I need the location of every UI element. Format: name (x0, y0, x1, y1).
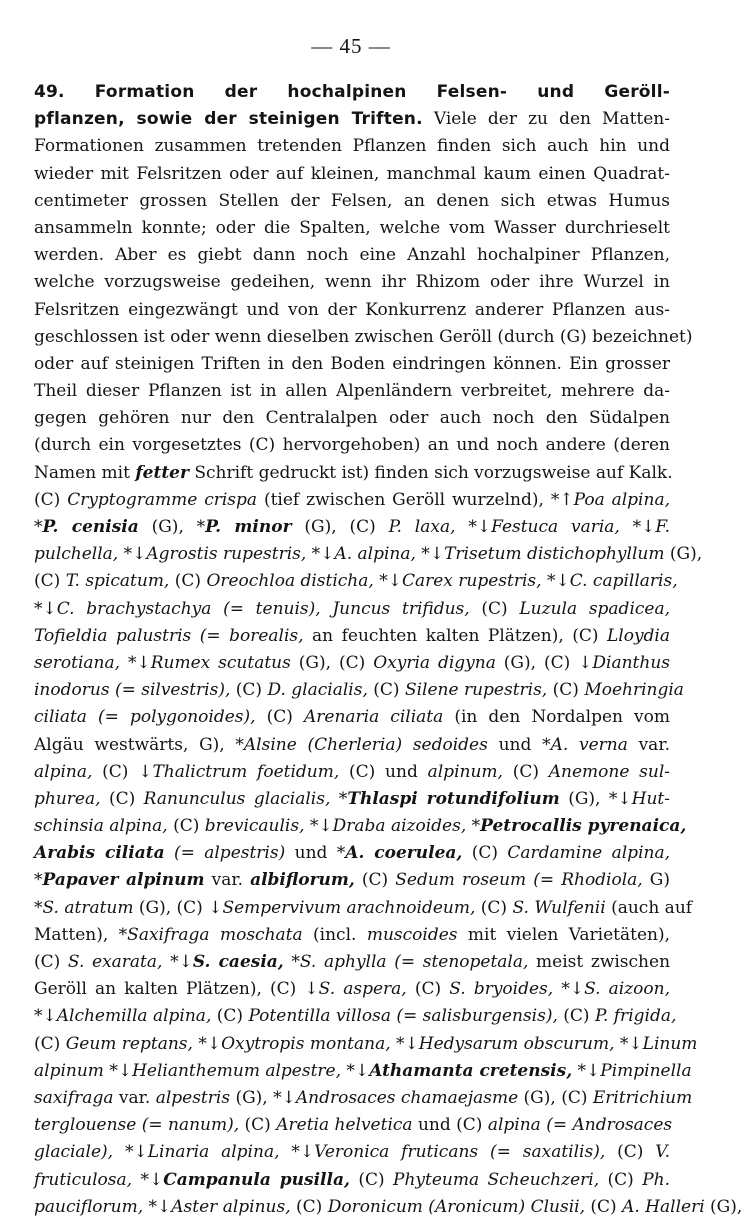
italic-text: P. frigida, (594, 1006, 677, 1027)
text-run: (G), *↓ (230, 1087, 296, 1108)
italic-text: Phyteuma Scheuchzeri, (393, 1169, 600, 1190)
italic-text: Aster alpinus, (171, 1196, 291, 1217)
italic-text: S. exarata, (67, 952, 163, 972)
italic-text: Festuca varia, (491, 517, 620, 537)
italic-text: V. (655, 1142, 670, 1163)
text-run: (G), (C) ↓ (495, 652, 593, 673)
text-line (34, 867, 670, 894)
text-run: * (283, 952, 300, 972)
italic-text: alpina, (34, 761, 93, 782)
italic-text: alpina (= Androsaces (487, 1115, 673, 1136)
text-line (34, 1031, 698, 1058)
text-run: *↓ (541, 571, 570, 592)
italic-text: S. aphylla (= stenopetala, (299, 952, 529, 972)
text-line (34, 215, 670, 242)
text-run: (G), (C) (291, 517, 389, 537)
text-run: (C) (34, 489, 68, 510)
text-run: * (34, 897, 43, 918)
italic-text: S. aizoon, (584, 979, 670, 1000)
text-run: und * (285, 843, 346, 864)
italic-text: Cryptogramme crispa (67, 489, 258, 510)
text-run: (C) (367, 680, 405, 701)
text-line (34, 1085, 693, 1112)
text-line (34, 324, 693, 351)
text-line (34, 976, 670, 1003)
text-run: *↓ (192, 1033, 222, 1054)
text-run: *↓ (415, 544, 445, 565)
italic-text: Thalictrum foetidum, (152, 761, 340, 782)
text-run: wieder mit Felsritzen oder auf kleinen, manchmal kaum einen Quadrat- (34, 163, 670, 184)
text-line (34, 405, 670, 432)
text-run: (C) (599, 1169, 643, 1190)
text-run: geschlossen ist oder wenn dieselben zwischen Geröll (durch (G) bezeichnet) (34, 326, 693, 347)
text-run: (G), (C) ↓ (133, 897, 223, 918)
text-run: (C) (230, 680, 268, 701)
text-line (34, 759, 670, 786)
italic-text: Linaria alpina, (147, 1142, 280, 1163)
text-run: G) (642, 870, 670, 891)
page-number: — 45 — (311, 34, 391, 58)
text-line (34, 1058, 692, 1085)
italic-text: phurea, (34, 788, 101, 809)
italic-text: (= alpestris) (164, 843, 286, 864)
italic-text: A. Halleri (622, 1196, 705, 1217)
text-run: var. (204, 870, 251, 891)
italic-text: Pimpinella (600, 1060, 692, 1081)
text-line (34, 786, 670, 813)
text-run: mit vielen Varietäten), (457, 924, 671, 945)
text-run: (C) (605, 1142, 656, 1163)
text-run: werden. Aber es giebt dann noch eine Anzahl hochalpiner Pflanzen, (34, 245, 670, 266)
text-run: *↓ (455, 517, 492, 537)
italic-text: alpinum (34, 1060, 104, 1081)
italic-text: Hut- (631, 788, 670, 809)
italic-text: Agrostis rupestris, (146, 544, 307, 565)
bold-text: A. coerulea, (345, 843, 463, 864)
bold-text: S. caesia, (192, 952, 284, 972)
text-line (34, 514, 670, 541)
text-run: (C) (406, 979, 450, 1000)
text-run: (C) (290, 1196, 328, 1217)
text-run: * (34, 517, 43, 537)
text-run: (in den Nordalpen vom (443, 707, 670, 728)
text-run: * (34, 870, 43, 891)
italic-text: pauciflorum, (34, 1196, 144, 1217)
italic-text: Ranunculus glacialis, (143, 788, 331, 809)
italic-text: pulchella, (34, 544, 119, 565)
bold-text: Papaver alpinum (42, 870, 205, 891)
text-line (34, 650, 670, 677)
text-run: *↓ (553, 979, 585, 1000)
text-run: (durch ein vorgesetztes (C) hervorgehoben) an und noch andere (deren (34, 435, 670, 456)
italic-text: schinsia alpina, (34, 816, 168, 837)
text-run: Theil dieser Pflanzen ist in allen Alpenländern verbreitet, mehrere da- (34, 381, 670, 402)
text-run: (incl. (302, 924, 367, 945)
text-run: *↓ (614, 1033, 643, 1054)
text-line (34, 1112, 673, 1139)
text-line (34, 541, 703, 568)
italic-text: Draba aizoides, (332, 816, 467, 837)
italic-text: glaciale), (34, 1142, 114, 1163)
italic-text: S. bryoides, (449, 979, 554, 1000)
text-run: *↓ (279, 1142, 315, 1163)
italic-text: Geum reptans, (65, 1033, 193, 1054)
italic-text: Carex rupestris, (401, 571, 542, 592)
text-run: *↓ (120, 652, 151, 673)
text-line (34, 813, 687, 840)
text-line (34, 1194, 742, 1221)
italic-text: Potentilla villosa (= salisburgensis), (248, 1006, 558, 1027)
text-run: welche vorzugsweise gedeihen, wenn ihr Rhizom oder ihre Wurzel in (34, 272, 670, 293)
text-line (34, 840, 670, 867)
text-run: Matten), * (34, 924, 128, 945)
italic-text: Veronica fruticans (= saxatilis), (314, 1142, 606, 1163)
italic-text: Eritrichium (592, 1087, 693, 1108)
italic-text: Lloydia (606, 625, 671, 646)
bold-text: Thlaspi rotundifolium (347, 788, 560, 809)
text-run: var. (627, 734, 670, 755)
text-run: (C) (585, 1196, 623, 1217)
text-line (34, 351, 670, 378)
italic-text: inodorus (= silvestris), (34, 680, 231, 701)
italic-text: Anemone sul- (548, 761, 670, 782)
italic-text: Doronicum (Aronicum) Clusii, (327, 1196, 585, 1217)
text-run: *↓ (619, 517, 656, 537)
text-run: (G), * (138, 517, 206, 537)
text-run: (C) (255, 707, 304, 728)
section-heading: pflanzen, sowie der steinigen Triften. (34, 109, 423, 130)
italic-text: alpestris (155, 1087, 231, 1108)
text-run: und (C) (412, 1115, 488, 1136)
bold-text: Petrocallis pyrenaica, (480, 816, 687, 837)
italic-text: Trisetum distichophyllum (444, 544, 665, 565)
text-run: (C) (547, 680, 585, 701)
italic-text: Ph. (642, 1169, 671, 1190)
text-run: Namen mit (34, 462, 136, 483)
text-run: (tief zwischen Geröll wurzelnd), *↑ (257, 489, 574, 510)
text-run: centimeter grossen Stellen der Felsen, an denen sich etwas Humus (34, 190, 670, 211)
text-run: (C) und (339, 761, 428, 782)
italic-text: Oxyria digyna (373, 652, 496, 673)
text-line (34, 1003, 677, 1030)
text-line (34, 1139, 670, 1166)
text-run: (C) (349, 1169, 394, 1190)
text-run: (C) (34, 952, 68, 972)
text-run: (C) (211, 1006, 249, 1027)
text-line (34, 161, 670, 188)
bold-text: Arabis ciliata (34, 843, 165, 864)
text-run: *↓ (113, 1142, 148, 1163)
italic-text: Hedysarum obscurum, (418, 1033, 615, 1054)
bold-text: P. cenisia (42, 517, 139, 537)
text-run: (C) (502, 761, 549, 782)
italic-text: Alsine (Cherleria) sedoides (243, 734, 488, 755)
italic-text: brevicaulis, (204, 816, 305, 837)
italic-text: Oreochloa disticha, (206, 571, 374, 592)
text-line (34, 922, 670, 949)
bold-text: Campanula pusilla, (163, 1169, 350, 1190)
italic-text: Moehringia (584, 680, 684, 701)
text-run: (G), (704, 1196, 742, 1217)
italic-text: fruticulosa, (34, 1169, 133, 1190)
text-run: *↓ (103, 1060, 133, 1081)
italic-text: Silene rupestris, (404, 680, 548, 701)
italic-text: Rumex scutatus (150, 652, 291, 673)
italic-text: T. spicatum, (65, 571, 170, 592)
text-line (34, 1167, 670, 1194)
text-run: *↓ (373, 571, 402, 592)
italic-text: C. brachystachya (= tenuis), Juncus trifidus, (56, 598, 470, 619)
text-run: (C) (239, 1115, 277, 1136)
text-line (34, 133, 670, 160)
text-run: *↓ (390, 1033, 419, 1054)
italic-text: A. alpina, (334, 544, 416, 565)
text-run: Geröll an kalten Plätzen), (C) ↓ (34, 979, 319, 1000)
text-line (34, 297, 670, 324)
italic-text: Linum (642, 1033, 698, 1054)
text-run: (C) (34, 1033, 66, 1054)
text-run: var. (113, 1087, 156, 1108)
italic-text: Sedum roseum (= Rhodiola, (395, 870, 643, 891)
text-run: Algäu westwärts, G), * (34, 734, 244, 755)
italic-text: Luzula spadicea, (519, 598, 670, 619)
text-run: *↓ (34, 598, 57, 619)
text-run: *↓ (132, 1169, 164, 1190)
text-line (34, 568, 678, 595)
text-line (34, 378, 670, 405)
section-heading: 49. Formation der hochalpinen Felsen- und Geröll- (34, 82, 670, 102)
italic-text: Androsaces chamaejasme (295, 1087, 519, 1108)
italic-text: D. glacialis, (267, 680, 368, 701)
italic-text: Dianthus (592, 652, 671, 673)
text-line (34, 949, 670, 976)
text-line (34, 460, 673, 487)
italic-text: Sempervivum arachnoideum, (222, 897, 476, 918)
text-run: *↓ (34, 1006, 57, 1027)
bold-text: P. minor (205, 517, 292, 537)
text-run: (G), (C) (518, 1087, 593, 1108)
italic-text: P. laxa, (388, 517, 456, 537)
italic-text: C. capillaris, (569, 571, 678, 592)
text-run: *↓ (572, 1060, 601, 1081)
text-run: gegen gehören nur den Centralalpen oder auch noch den Südalpen (34, 408, 670, 429)
text-run: (C) (100, 788, 144, 809)
italic-text: terglouense (= nanum), (34, 1115, 240, 1136)
text-line (34, 596, 670, 623)
italic-text: muscoides (366, 924, 458, 945)
text-run: und * (487, 734, 551, 755)
text-run: (auch auf (605, 897, 693, 918)
text-run: *↓ (306, 544, 335, 565)
italic-text: Alchemilla alpina, (56, 1006, 212, 1027)
text-line (34, 188, 670, 215)
heading-line (34, 106, 670, 133)
text-line (34, 704, 670, 731)
bold-text: fetter (135, 462, 189, 483)
text-run: meist zwischen (528, 952, 671, 972)
text-line (34, 432, 670, 459)
text-run: (C) (354, 870, 396, 891)
text-line (34, 269, 670, 296)
text-run: ansammeln konnte; oder die Spalten, welche vom Wasser durchrieselt (34, 217, 670, 238)
text-run: (G), (664, 544, 703, 565)
text-run: * (466, 816, 481, 837)
text-run: (G), (C) (290, 652, 374, 673)
text-run: (C) (469, 598, 520, 619)
italic-text: Cardamine alpina, (507, 843, 670, 864)
italic-text: Poa alpina, (573, 489, 670, 510)
italic-text: Saxifraga moschata (127, 924, 303, 945)
text-run: *↓ (162, 952, 193, 972)
italic-text: saxifraga (34, 1087, 114, 1108)
bold-text: albiflorum, (250, 870, 355, 891)
text-run: (C) (169, 571, 207, 592)
text-line (34, 677, 684, 704)
text-line (34, 623, 670, 650)
text-run: (G), *↓ (559, 788, 632, 809)
italic-text: F. (655, 517, 670, 537)
italic-text: Oxytropis montana, (221, 1033, 391, 1054)
text-run: oder auf steinigen Triften in den Boden eindringen können. Ein grosser (34, 353, 670, 374)
text-body (34, 79, 742, 1221)
text-run: *↓ (143, 1196, 172, 1217)
text-run: * (330, 788, 348, 809)
text-run: Viele der zu den Matten- (422, 109, 670, 130)
text-run: Felsritzen eingezwängt und von der Konkurrenz anderer Pflanzen aus- (34, 299, 670, 320)
text-line (34, 487, 670, 514)
text-run: an feuchten kalten Plätzen), (C) (303, 625, 607, 646)
italic-text: Arenaria ciliata (303, 707, 444, 728)
text-run: (C) (34, 571, 66, 592)
heading-line (34, 79, 670, 106)
text-run: (C) ↓ (92, 761, 153, 782)
italic-text: serotiana, (34, 652, 121, 673)
text-run: (C) (462, 843, 508, 864)
italic-text: Tofieldia palustris (= borealis, (34, 625, 304, 646)
text-line (34, 732, 670, 759)
text-run: *↓ (118, 544, 147, 565)
text-run: Formationen zusammen tretenden Pflanzen finden sich auch hin und (34, 136, 670, 157)
text-line (34, 895, 693, 922)
italic-text: A. verna (550, 734, 628, 755)
italic-text: alpinum, (427, 761, 503, 782)
bold-text: Athamanta cretensis, (369, 1060, 573, 1081)
italic-text: S. Wulfenii (512, 897, 606, 918)
italic-text: ciliata (= polygonoides), (34, 707, 256, 728)
text-run: Schrift gedruckt ist) finden sich vorzugsweise auf Kalk. (188, 462, 673, 483)
italic-text: Aretia helvetica (276, 1115, 413, 1136)
italic-text: S. atratum (42, 897, 134, 918)
text-run: (C) (557, 1006, 595, 1027)
italic-text: S. aspera, (318, 979, 407, 1000)
italic-text: Helianthemum alpestre, (132, 1060, 342, 1081)
text-run: (C) (167, 816, 205, 837)
text-run: *↓ (304, 816, 333, 837)
text-line (34, 242, 670, 269)
text-run: (C) (475, 897, 513, 918)
text-run: *↓ (341, 1060, 370, 1081)
